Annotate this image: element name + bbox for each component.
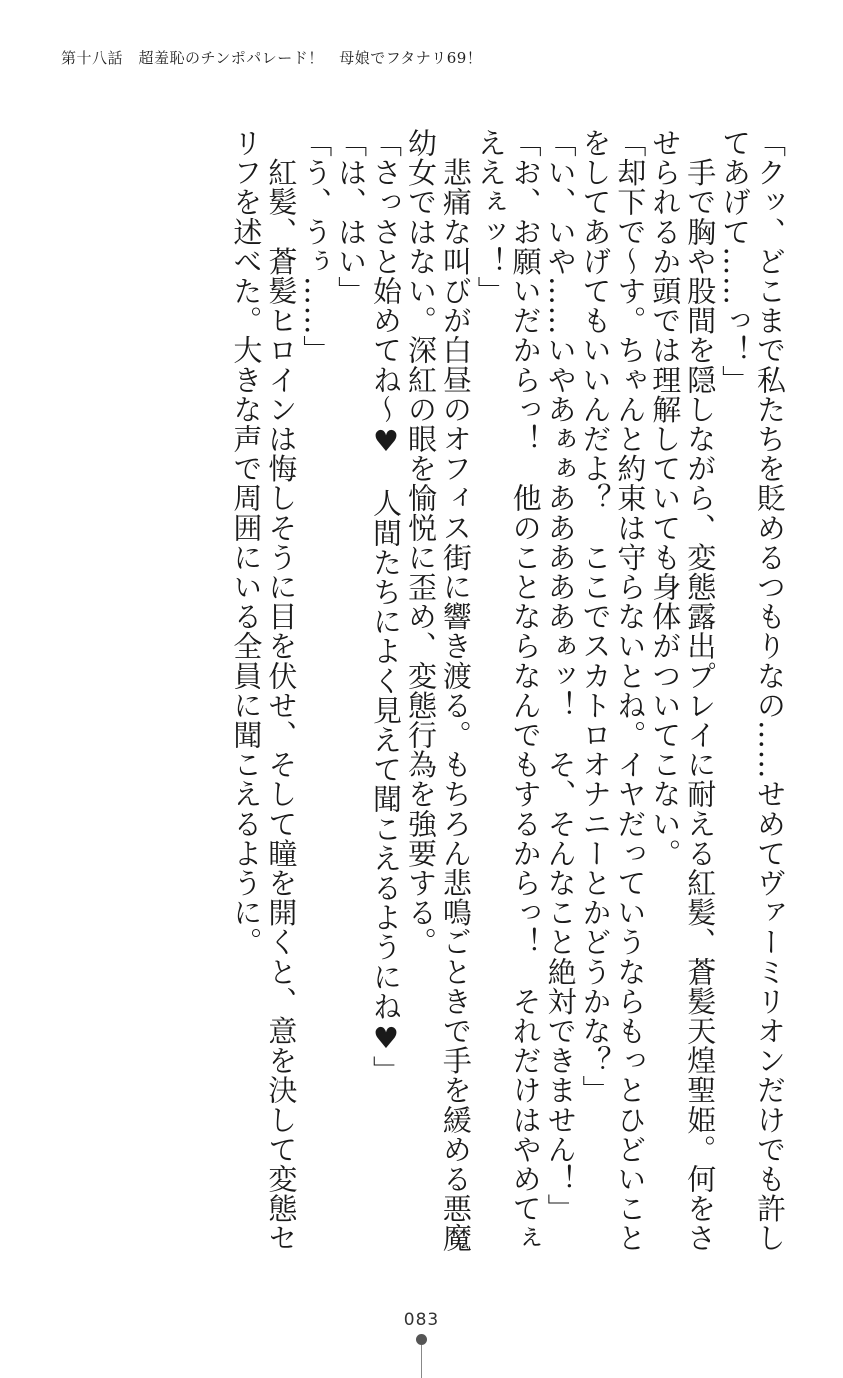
page-marker-dot (416, 1334, 427, 1345)
page-marker-line (421, 1345, 422, 1378)
paragraph: 「却下で～す。ちゃんと約束は守らないとね。イヤだっていうならもっとひどいことをしてあげてもいいんだよ？ ここでスカトロオナニーとかどうかな？」 (578, 128, 648, 1253)
paragraph: 「は、はい」 (334, 128, 369, 306)
paragraph: 悲痛な叫びが白昼のオフィス街に響き渡る。もちろん悲鳴ごときで手を緩める悪魔幼女ではない。深紅の眼を愉悦に歪め、変態行為を強要する。 (403, 128, 473, 1253)
page-number: 083 (403, 1310, 440, 1330)
paragraph: 「クッ、どこまで私たちを貶めるつもりなの……せめてヴァーミリオンだけでも許してあげて……っ！」 (718, 128, 787, 1253)
paragraph: 「お、お願いだからっ！ 他のことならなんでもするからっ！ それだけはやめてぇええぇッ！」 (473, 128, 543, 1253)
paragraph: 「さっさと始めてね～♥ 人間たちによく見えて聞こえるようにね♥」 (369, 128, 404, 1086)
running-header: 第十八話 超羞恥のチンポパレード！ 母娘でフタナリ69！ (61, 49, 483, 67)
vertical-text-body (47, 128, 787, 1268)
paragraph: 手で胸や股間を隠しながら、変態露出プレイに耐える紅髪、蒼髪天煌聖姫。何をさせられるか頭では理解していても身体がついてこない。 (648, 128, 718, 1253)
paragraph: 「う、うぅ……」 (299, 128, 334, 365)
paragraph: 紅髪、蒼髪ヒロインは悔しそうに目を伏せ、そして瞳を開くと、意を決して変態セリフを述べた。大きな声で周囲にいる全員に聞こえるように。 (229, 128, 299, 1253)
paragraph: 「い、いや……いやあぁぁあああああぁッ！ そ、そんなこと絶対できません！」 (543, 128, 578, 1224)
